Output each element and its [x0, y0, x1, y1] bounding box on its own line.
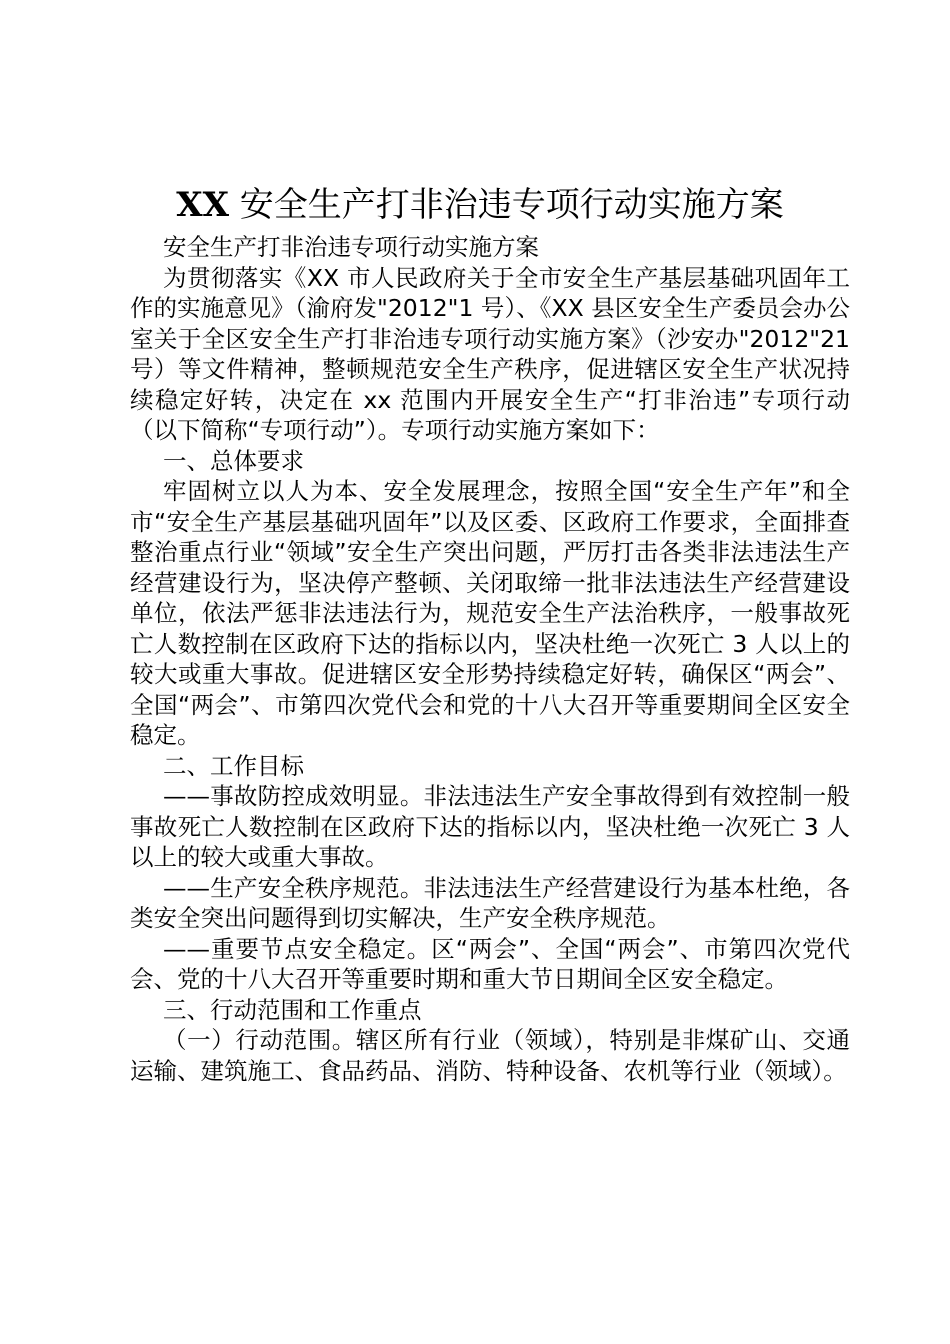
scope-paragraph: （一）行动范围。辖区所有行业（领域），特别是非煤矿山、交通运输、建筑施工、食品药品、消防、特种设备、农机等行业（领域）。 [130, 1026, 850, 1085]
document-body [130, 232, 850, 1086]
goal-paragraph-accident-control: ——事故防控成效明显。非法违法生产安全事故得到有效控制一般事故死亡人数控制在区政府下达的指标以内，坚决杜绝一次死亡 3 人以上的较大或重大事故。 [130, 782, 850, 871]
goal-paragraph-safety-order: ——生产安全秩序规范。非法违法生产经营建设行为基本杜绝，各类安全突出问题得到切实解决，生产安全秩序规范。 [130, 873, 850, 932]
general-requirements-paragraph: 牢固树立以人为本、安全发展理念，按照全国“安全生产年”和全市“安全生产基层基础巩固年”以及区委、区政府工作要求，全面排查整治重点行业“领域”安全生产突出问题，严厉打击各类非法违法生产经营建设行为，坚决停产整顿、关闭取缔一批非法违法生产经营建设单位，依法严惩非法违法行为，规范安全生产法治秩序，一般事故死亡人数控制在区政府下达的指标以内，坚决杜绝一次死亡 3 人以上的较大或重大事故。促进辖区安全形势持续稳定好转，确保区“两会”、全国“两会”、市第四次党代会和党的十八大召开等重要期间全区安全稳定。 [130, 477, 850, 749]
intro-paragraph: 为贯彻落实《XX 市人民政府关于全市安全生产基层基础巩固年工作的实施意见》（渝府发"2012"1 号）、《XX 县区安全生产委员会办公室关于全区安全生产打非治违专项行动实施方案》（沙安办"2012"21 号）等文件精神，整顿规范安全生产秩序，促进辖区安全生产状况持续稳定好转，决定在 xx 范围内开展安全生产“打非治违”专项行动（以下简称“专项行动”）。专项行动实施方案如下： [130, 263, 850, 444]
subtitle-paragraph: 安全生产打非治违专项行动实施方案 [163, 233, 539, 261]
section-heading-work-goals: 二、工作目标 [163, 751, 304, 780]
section-heading-scope-and-focus: 三、行动范围和工作重点 [163, 995, 422, 1024]
title-text: 安全生产打非治违专项行动实施方案 [239, 185, 784, 225]
title-prefix: XX [176, 185, 229, 225]
section-heading-general-requirements: 一、总体要求 [163, 446, 304, 475]
goal-paragraph-key-periods: ——重要节点安全稳定。区“两会”、全国“两会”、市第四次党代会、党的十八大召开等重要时期和重大节日期间全区安全稳定。 [130, 934, 850, 993]
document-title [130, 180, 830, 230]
